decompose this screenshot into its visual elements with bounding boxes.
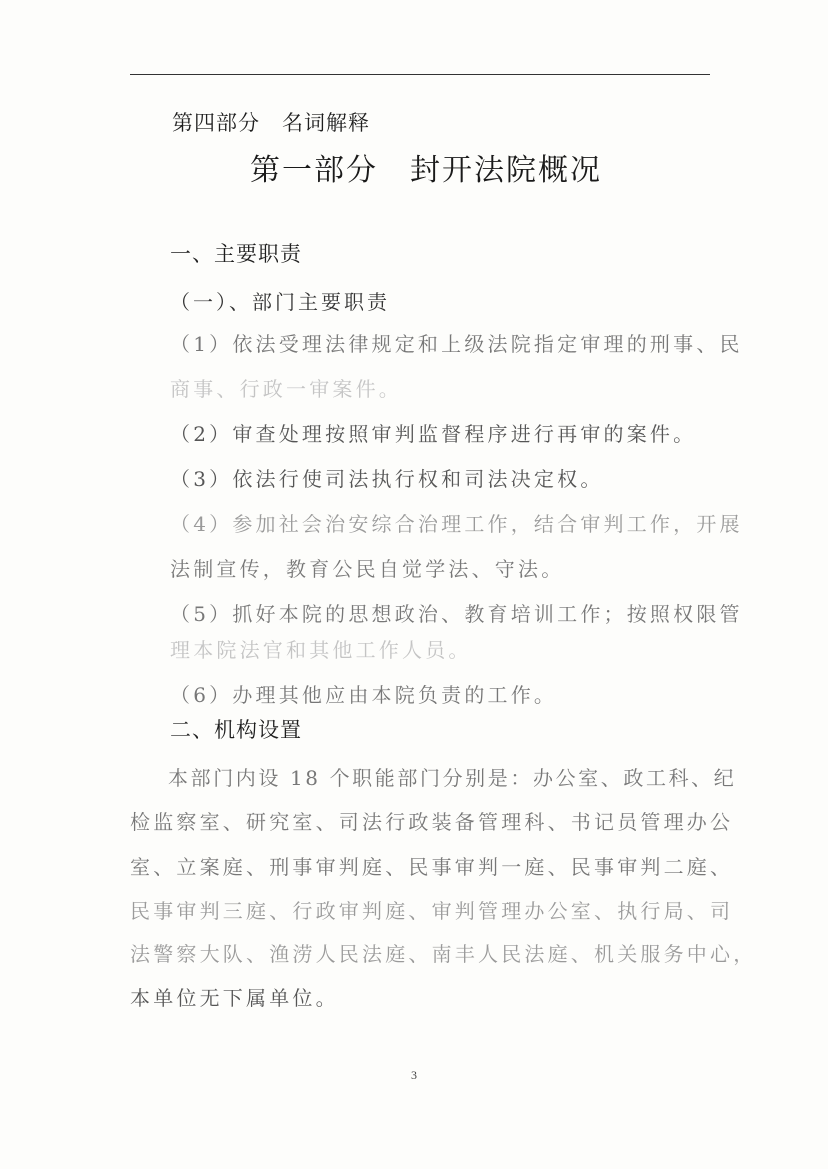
org-line-5: 法警察大队、渔涝人民法庭、南丰人民法庭、机关服务中心，	[130, 942, 757, 966]
section1-heading: 一、主要职责	[170, 242, 302, 266]
org-line-3: 室、立案庭、刑事审判庭、民事审判一庭、民事审判二庭、	[130, 855, 734, 879]
duty-line-7: （5）抓好本院的思想政治、教育培训工作；按照权限管	[170, 602, 743, 626]
page-title: 第一部分 封开法院概况	[250, 153, 602, 188]
section2-heading: 二、机构设置	[170, 718, 302, 742]
duty-line-9: （6）办理其他应由本院负责的工作。	[170, 683, 558, 707]
section1-subheading: （一）、部门主要职责	[170, 290, 390, 314]
page-number: 3	[411, 1068, 417, 1082]
header-rule	[130, 74, 710, 75]
duty-line-2: 商事、行政一审案件。	[170, 377, 402, 401]
org-line-1: 本部门内设 18 个职能部门分别是：办公室、政工科、纪	[168, 766, 737, 790]
part4-heading: 第四部分 名词解释	[172, 111, 370, 135]
org-line-6: 本单位无下属单位。	[130, 986, 339, 1010]
duty-line-8: 理本院法官和其他工作人员。	[170, 638, 472, 662]
duty-line-3: （2）审查处理按照审判监督程序进行再审的案件。	[170, 422, 697, 446]
duty-line-1: （1）依法受理法律规定和上级法院指定审理的刑事、民	[170, 332, 743, 356]
org-line-2: 检监察室、研究室、司法行政装备管理科、书记员管理办公	[130, 810, 734, 834]
org-line-4: 民事审判三庭、行政审判庭、审判管理办公室、执行局、司	[130, 899, 734, 923]
duty-line-5: （4）参加社会治安综合治理工作，结合审判工作，开展	[170, 512, 743, 536]
duty-line-4: （3）依法行使司法执行权和司法决定权。	[170, 467, 604, 491]
duty-line-6: 法制宣传，教育公民自觉学法、守法。	[170, 557, 565, 581]
